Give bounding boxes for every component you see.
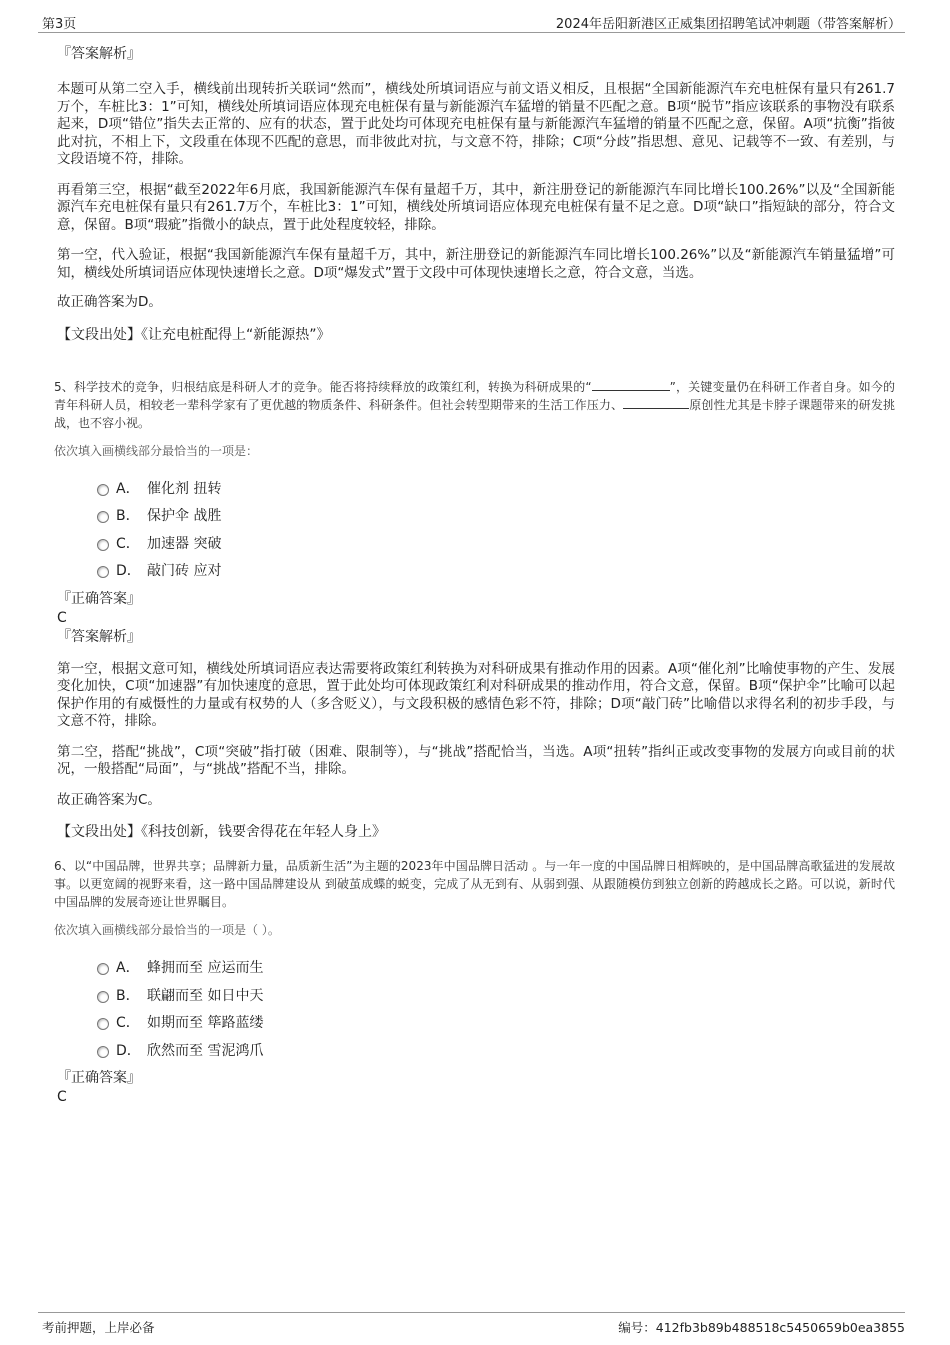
q5-blank-2: [623, 396, 689, 409]
q6-question-text: 6、以“中国品牌，世界共享；品牌新力量，品质新生活”为主题的2023年中国品牌日活动 。与一年一度的中国品牌日相辉映的，是中国品牌高歌猛进的发展故事。以更宽阔的视野来看，这一路中国品牌建设从 到破茧成蝶的蜕变，完成了从无到有、从弱到强、从跟随模仿到独立创新的跨越成长之路。可以说，新时代中国品牌的发展奇迹让世界瞩目。: [54, 859, 895, 909]
q5-stem: 依次填入画横线部分最恰当的一项是：: [54, 443, 259, 458]
q5-source: 【文段出处】《科技创新，钱要舍得花在年轻人身上》: [57, 824, 386, 840]
q4-analysis-label: 『答案解析』: [57, 46, 141, 62]
q6-option-a[interactable]: A． 蜂拥而至 应运而生: [57, 958, 895, 986]
q4-analysis-p3: 第一空，代入验证，根据“我国新能源汽车保有量超千万，其中，新注册登记的新能源汽车同比增长100.26%”以及“新能源汽车销量猛增”可知，横线处所填词语应体现快速增长之意。D项“爆发式”置于文段中可体现快速增长之意，符合文意，当选。: [57, 247, 895, 281]
q6-stem: 依次填入画横线部分最恰当的一项是（ ）。: [54, 923, 280, 937]
q6-option-d[interactable]: D． 欣然而至 雪泥鸿爪: [57, 1041, 895, 1069]
q5-analysis-label: 『答案解析』: [57, 628, 141, 645]
q5-analysis-p2: 第二空，搭配“挑战”，C项“突破”指打破（困难、限制等），与“挑战”搭配恰当，当选。A项“扭转”指纠正或改变事物的发展方向或目前的状况，一般搭配“局面”，与“挑战”搭配不当，排除。: [57, 743, 895, 777]
q5-text-part-c: 原创性尤其是卡脖子课题带来的研发挑战，也不容小视。: [54, 397, 895, 430]
radio-icon[interactable]: [97, 991, 109, 1003]
q5-text-part-b: ”，关键变量仍在科研工作者自身。如今的青年科研人员，相较老一辈科学家有了更优越的物质条件、科研条件。但社会转型期带来的生活工作压力、: [54, 379, 895, 412]
q6-options: [57, 958, 895, 1068]
q4-analysis-p1: 本题可从第二空入手，横线前出现转折关联词“然而”，横线处所填词语应与前文语义相反，且根据“全国新能源汽车充电桩保有量只有261.7万个，车桩比3：1”可知，横线处所填词语应体现充电桩保有量与新能源汽车猛增的销量不匹配之意。B项“脱节”指应该联系的事物没有联系起来，D项“错位”指失去正常的、应有的状态，置于此处均可体现充电桩保有量与新能源汽车猛增的销量不匹配之意，保留。A项“抗衡”指彼此对抗，不相上下，文段重在体现不匹配的意思，而非彼此对抗，与文意不符，排除；C项“分歧”指思想、意见、记载等不一致、有差别，与文段语境不符，排除。: [57, 81, 895, 167]
q6-option-b[interactable]: B． 联翩而至 如日中天: [57, 986, 895, 1014]
radio-icon[interactable]: [97, 484, 109, 496]
document-body: [54, 44, 895, 1106]
document-serial: 编号：412fb3b89b488518c5450659b0ea3855: [618, 1320, 905, 1335]
q5-option-c[interactable]: C． 加速器 突破: [57, 534, 895, 562]
document-title: 2024年岳阳新港区正威集团招聘笔试冲刺题（带答案解析）: [555, 17, 901, 32]
footer-slogan: 考前押题，上岸必备: [42, 1320, 155, 1335]
q5-option-b[interactable]: B． 保护伞 战胜: [57, 506, 895, 534]
q5-answer: C: [57, 609, 67, 626]
q4-analysis-p2: 再看第三空，根据“截至2022年6月底，我国新能源汽车保有量超千万，其中，新注册登记的新能源汽车同比增长100.26%”以及“全国新能源汽车充电桩保有量只有261.7万个，车桩比3：1”可知，横线处所填词语应体现充电桩保有量不足之意。D项“缺口”指短缺的部分，符合文意，保留。B项“瑕疵”指微小的缺点，置于此处程度较轻，排除。: [57, 181, 895, 233]
q5-options: [57, 479, 895, 589]
q5-text-part-a: 5、科学技术的竞争，归根结底是科研人才的竞争。能否将持续释放的政策红利，转换为科研成果的“: [54, 379, 592, 394]
q5-conclusion: 故正确答案为C。: [57, 791, 161, 808]
page-footer: [38, 1312, 905, 1339]
radio-icon[interactable]: [97, 566, 109, 578]
q6-option-c[interactable]: C． 如期而至 筚路蓝缕: [57, 1013, 895, 1041]
radio-icon[interactable]: [97, 1046, 109, 1058]
page-header: [38, 10, 905, 33]
q5-answer-label: 『正确答案』: [57, 590, 141, 607]
radio-icon[interactable]: [97, 963, 109, 975]
q5-blank-1: [592, 378, 670, 391]
radio-icon[interactable]: [97, 1018, 109, 1030]
q4-source: 【文段出处】《让充电桩配得上“新能源热”》: [57, 326, 331, 343]
q4-conclusion: 故正确答案为D。: [57, 294, 162, 310]
radio-icon[interactable]: [97, 539, 109, 551]
radio-icon[interactable]: [97, 511, 109, 523]
page-number: 第3页: [42, 17, 77, 32]
q6-answer: C: [57, 1089, 67, 1105]
q5-question-text: [54, 378, 895, 432]
q5-option-d[interactable]: D． 敲门砖 应对: [57, 561, 895, 589]
q5-option-a[interactable]: A． 催化剂 扭转: [57, 479, 895, 507]
q5-analysis-p1: 第一空，根据文意可知，横线处所填词语应表达需要将政策红利转换为对科研成果有推动作用的因素。A项“催化剂”比喻使事物的产生、发展变化加快，C项“加速器”有加快速度的意思，置于此处均可体现政策红利对科研成果的推动作用，符合文意，保留。B项“保护伞”比喻可以起保护作用的有威慑性的力量或有权势的人（多含贬义），与文段积极的感情色彩不符，排除；D项“敲门砖”比喻借以求得名利的初步手段，与文意不符，排除。: [57, 660, 895, 729]
q6-answer-label: 『正确答案』: [57, 1070, 141, 1086]
